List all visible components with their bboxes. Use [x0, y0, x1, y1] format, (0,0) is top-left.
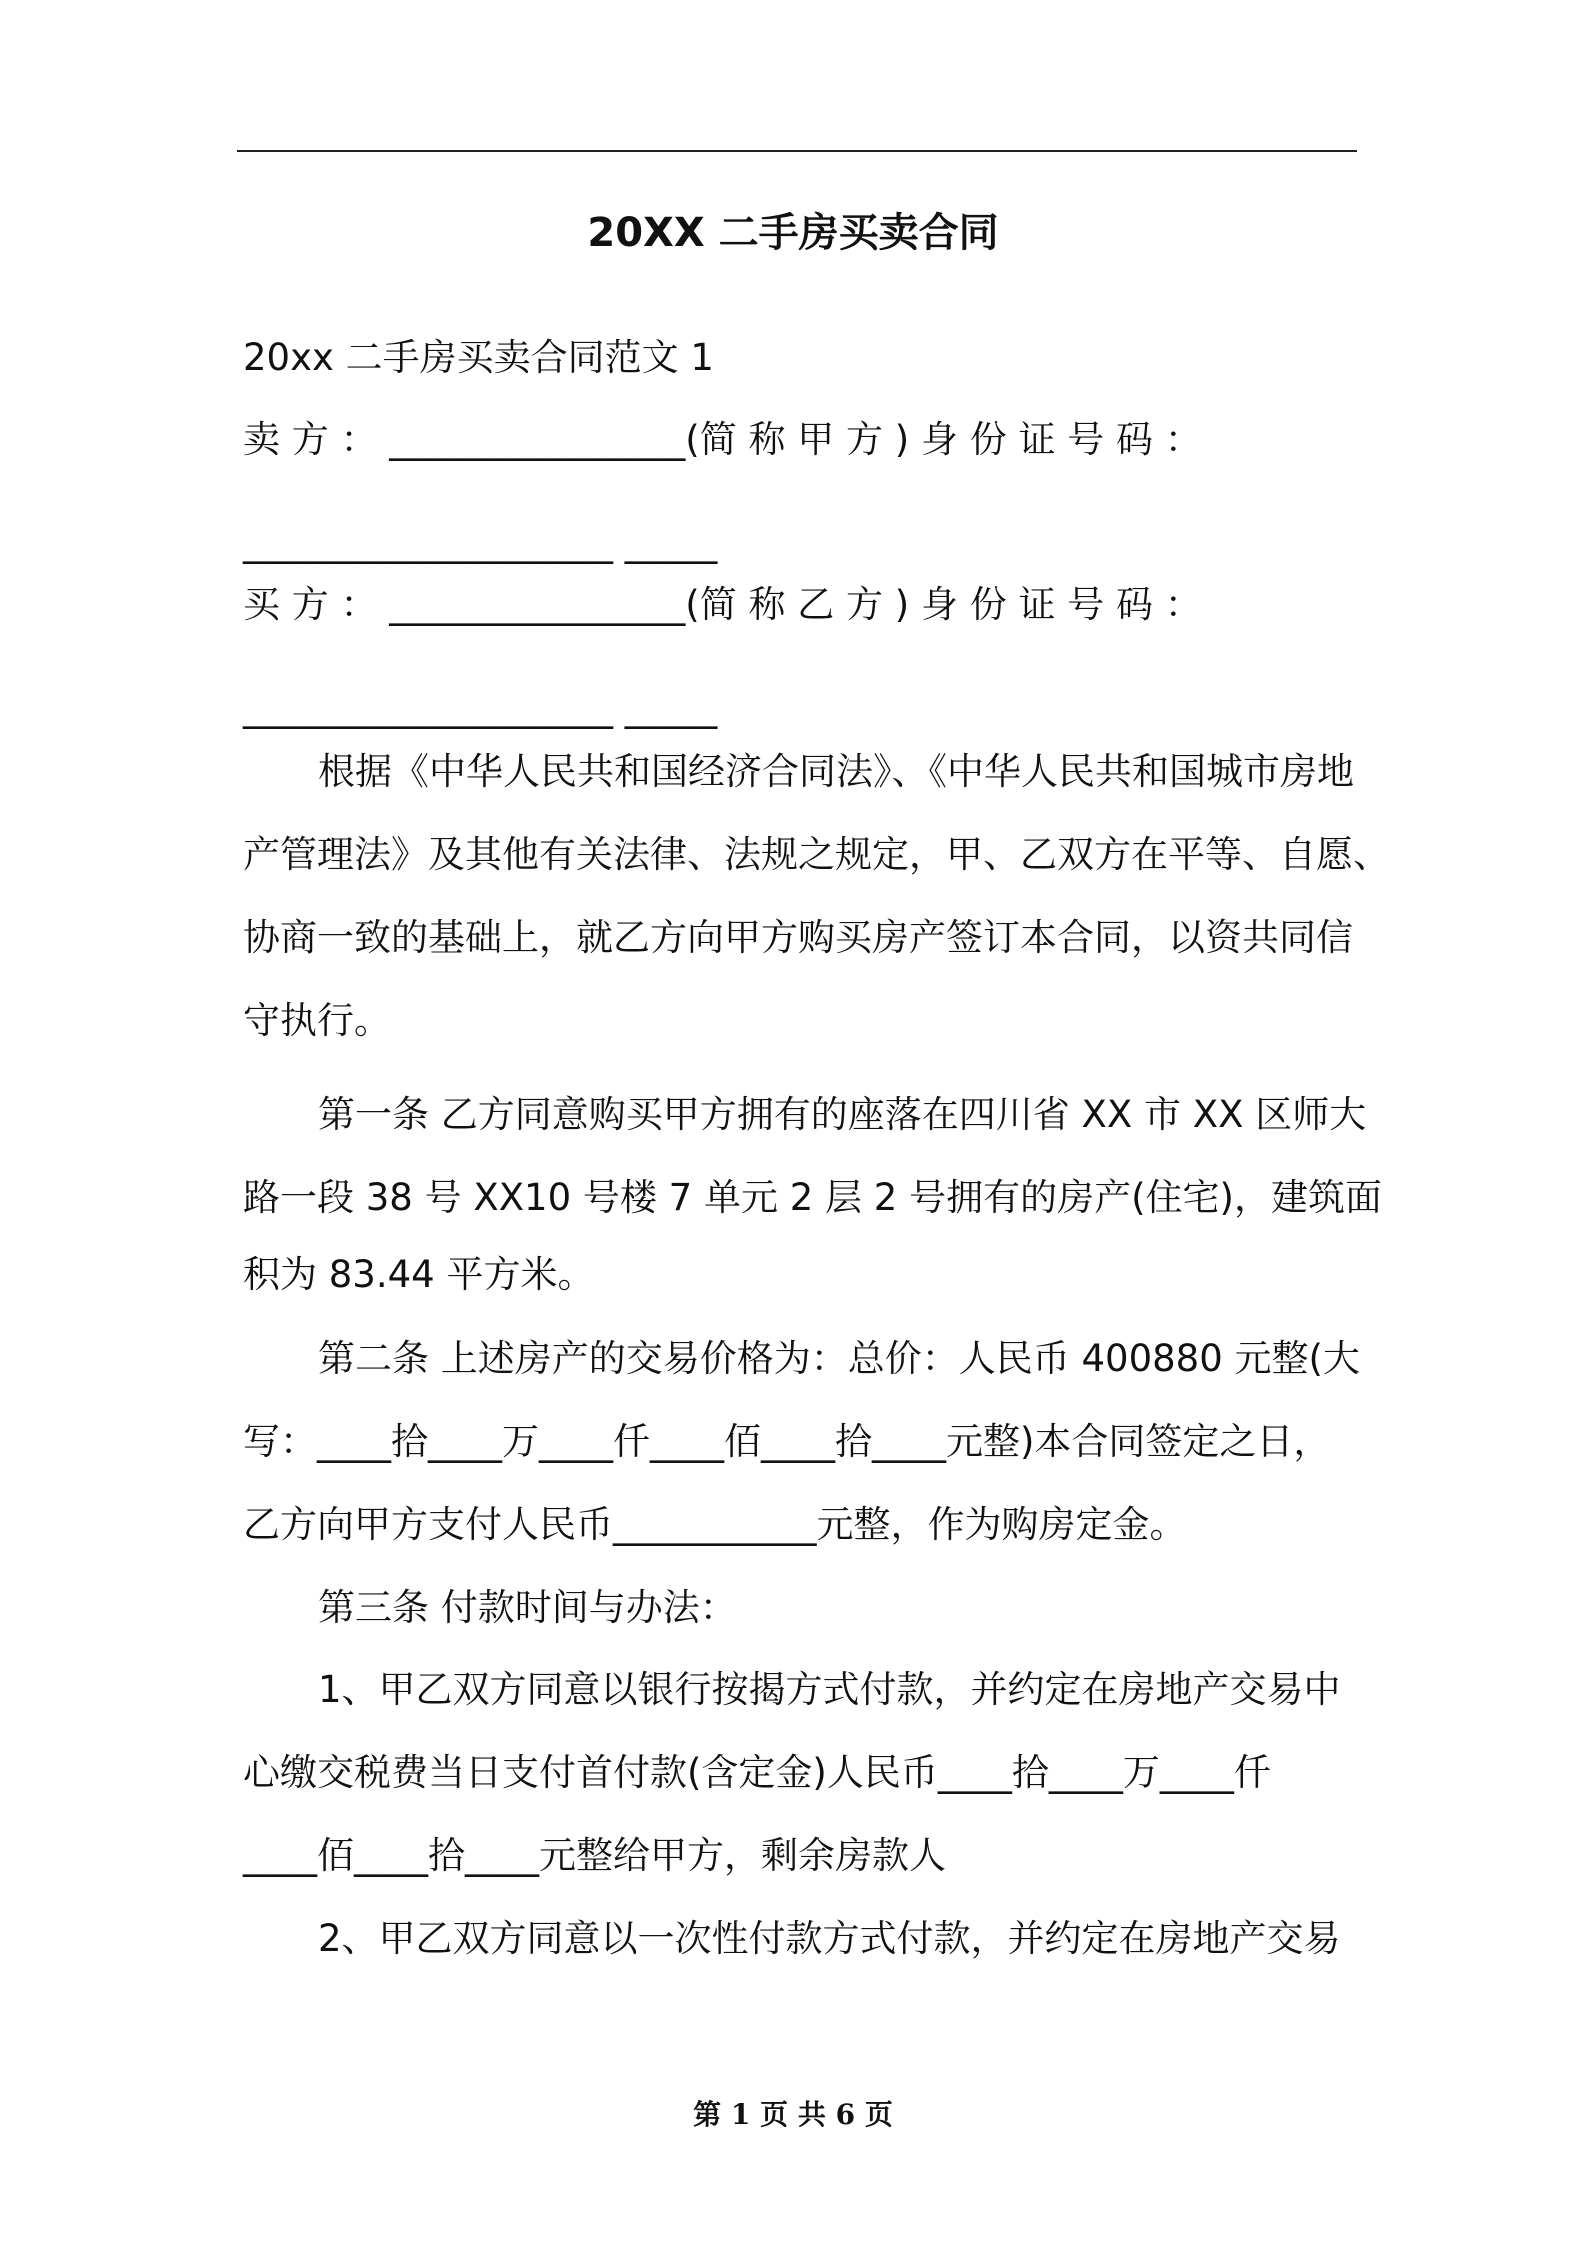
preamble-line-2: 产管理法》及其他有关法律、法规之规定，甲、乙双方在平等、自愿、	[243, 833, 1390, 876]
item1-line-1: 1、甲乙双方同意以银行按揭方式付款，并约定在房地产交易中	[318, 1668, 1341, 1711]
article2-line-3: 乙方向甲方支付人民币___________元整，作为购房定金。	[243, 1503, 1187, 1546]
article2-line-1: 第二条 上述房产的交易价格为：总价：人民币 400880 元整(大	[318, 1337, 1360, 1380]
preamble-line-3: 协商一致的基础上，就乙方向甲方购买房产签订本合同，以资共同信	[243, 916, 1353, 959]
seller-id-blank: ____________________ _____	[243, 521, 718, 564]
item2-line-1: 2、甲乙双方同意以一次性付款方式付款，并约定在房地产交易	[318, 1917, 1341, 1960]
article1-line-2: 路一段 38 号 XX10 号楼 7 单元 2 层 2 号拥有的房产(住宅)，建筑面	[243, 1176, 1382, 1219]
article1-line-3: 积为 83.44 平方米。	[243, 1253, 595, 1296]
buyer-id-blank: ____________________ _____	[243, 686, 718, 729]
buyer-line: 买 方 ： ________________(简 称 乙 方 ) 身 份 证 号 码 ：	[243, 583, 1202, 626]
preamble-line-1: 根据《中华人民共和国经济合同法》、《中华人民共和国城市房地	[318, 750, 1354, 793]
article3-title: 第三条 付款时间与办法：	[318, 1586, 737, 1629]
document-title: 20XX 二手房买卖合同	[587, 210, 999, 256]
article1-line-1: 第一条 乙方同意购买甲方拥有的座落在四川省 XX 市 XX 区师大	[318, 1093, 1367, 1136]
document-subtitle: 20xx 二手房买卖合同范文 1	[243, 336, 714, 379]
page-number: 第 1 页 共 6 页	[693, 2098, 893, 2131]
header-rule	[237, 150, 1357, 152]
item1-line-2: 心缴交税费当日支付首付款(含定金)人民币____拾____万____仟	[243, 1751, 1271, 1794]
article2-line-2: 写：____拾____万____仟____佰____拾____元整)本合同签定之日，	[243, 1420, 1331, 1463]
preamble-line-4: 守执行。	[243, 999, 391, 1042]
seller-line: 卖 方 ： ________________(简 称 甲 方 ) 身 份 证 号 码 ：	[243, 418, 1202, 461]
item1-line-3: ____佰____拾____元整给甲方，剩余房款人	[243, 1834, 946, 1877]
